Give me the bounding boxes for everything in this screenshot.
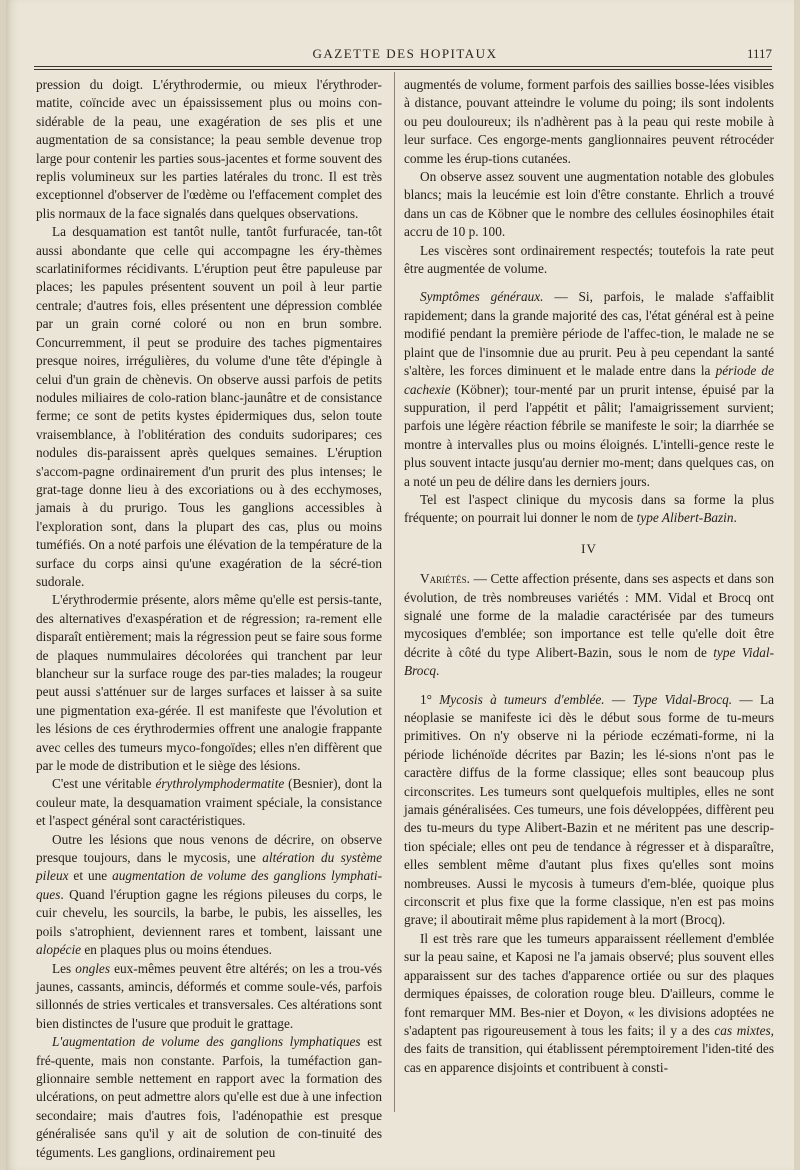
newspaper-page <box>6 0 794 1170</box>
paragraph: L'augmentation de volume des ganglions lymphatiques est fré-quente, mais non constante. Parfois, la tuméfaction gan-glionnaire semble nettement en rapport avec la formation des ulcérations, on peut admettre alors qu'elle est due à une infection secondaire; mais d'autres fois, l'adénopathie est presque généralisée sans qu'il y ait de solution de con-tinuité des téguments. Les ganglions, ordinairement peu <box>36 1034 382 1160</box>
paragraph: La desquamation est tantôt nulle, tantôt furfuracée, tan-tôt aussi abondante que celle qui accompagne les éry-thèmes scarlatiniformes récidivants. L'éruption peut être papuleuse par places; les papules présentent souvent un poil à leur partie centrale; d'autres fois, elles présentent une dépression comblée par un grain corné coloré ou non en brun sombre. Concurremment, il peut se produire des taches pigmentaires presque noires, irrégulières, du volume d'une tête d'épingle à celui d'un grain de chènevis. On observe aussi parfois de petits nodules miliaires de colo-ration blanc-jaunâtre et de consistance ferme; ce sont de petits kystes épidermiques dus, selon toute vraisemblance, à l'oblitération des conduits sudoripares; ces nodules dis-paraissent après quelques semaines. L'éruption s'accom-pagne ordinairement d'un prurit des plus intenses; le grat-tage donne lieu à des excoriations ou à des ecchymoses, jamais à du prurigo. Tous les ganglions accessibles à l'exploration sont, dans la plupart des cas, plus ou moins tuméfiés. On a noté parfois une élévation de la température de la surface du corps ainsi qu'une exagération de la sécré-tion sudorale. <box>36 224 382 589</box>
paragraph: Il est très rare que les tumeurs apparaissent réellement d'emblée sur la peau saine, et Kaposi ne l'a jamais observé; plus souvent elles apparaissent sur des taches d'apparence ortiée ou sur des plaques dermiques épaisses, de coloration rouge bleu. D'ailleurs, comme le font remarquer MM. Bes-nier et Doyon, « les divisions adoptées ne s'adaptent pas rigoureusement à tous les faits; il y a des cas mixtes, des faits de transition, qui établissent péremptoirement l'iden-tité des cas en apparence disjoints et contribuent à consti- <box>404 930 774 1075</box>
paragraph: Les ongles eux-mêmes peuvent être altérés; on les a trou-vés jaunes, cassants, amincis, déformés et comme soule-vés, parfois sillonnés de stries verticales et transversales. Ces altérations sont bien distinctes de l'usure que produit le grattage. <box>36 960 382 1031</box>
paragraph: Les viscères sont ordinairement respectés; toutefois la rate peut être augmentée de volume. <box>404 242 774 277</box>
paragraph: augmentés de volume, forment parfois des saillies bosse-lées visibles à distance, pouvant atteindre le volume du poing; ils sont indolents ou peu douloureux; ils n'adhèrent pas à la peau qui reste mobile à leur surface. Ces engorge-ments ganglionnaires peuvent rétrocéder comme les érup-tions cutanées. <box>404 77 774 166</box>
column-divider <box>394 72 395 1112</box>
paragraph: pression du doigt. L'érythrodermie, ou mieux l'érythroder-matite, coïncide avec un épaississement plus ou moins con-sidérable de la peau, une exagération de ses plis et une augmentation de sa consistance; la peau semble devenue trop large pour contenir les parties sous-jacentes et forme souvent des replis volumineux sur les parties latérales du tronc. Il est très exceptionnel d'observer de l'œdème ou l'effacement complet des plis normaux de la face signalés dans quelques observations. <box>36 77 382 221</box>
header-rule-top <box>34 66 772 67</box>
right-column <box>404 76 774 1126</box>
paragraph: Outre les lésions que nous venons de décrire, on observe presque toujours, dans le mycosis, une altération du système pileux et une augmentation de volume des ganglions lymphati-ques. Quand l'éruption gagne les régions pileuses du corps, le cuir chevelu, les sourcils, la barbe, le pubis, les aisselles, les poils s'atrophient, deviennent rares et tombent, laissant une alopécie en plaques plus ou moins étendues. <box>36 831 382 958</box>
paragraph: On observe assez souvent une augmentation notable des globules blancs; mais la leucémie est loin d'être constante. Ehrlich a trouvé dans un cas de Köbner que le nombre des cellules éosinophiles était accru de 10 p. 100. <box>404 169 774 240</box>
paragraph: C'est une véritable érythrolymphodermatite (Besnier), dont la couleur mate, la desquamation vraiment spéciale, la consistance et l'aspect général sont caractéristiques. <box>36 776 382 829</box>
header-rule-bottom <box>34 69 772 70</box>
page-header <box>34 46 776 64</box>
page-number: 1117 <box>746 46 772 61</box>
left-column <box>36 76 382 1160</box>
running-title: GAZETTE DES HOPITAUX <box>312 46 498 61</box>
paragraph: Symptômes généraux. — Si, parfois, le malade s'affaiblit rapidement; dans la grande majorité des cas, l'état général est à peine modifié pendant la première période de l'affec-tion, le malade ne se plaint que de l'insomnie due au prurit. Peu à peu cependant la santé s'altère, les forces diminuent et le malade entre dans la période de cachexie (Köbner); tour-menté par un prurit intense, épuisé par la suppuration, il perd l'appétit et pâlit; l'amaigrissement survient; parfois une légère réaction fébrile se manifeste le soir; la diarrhée se montre à intervalles plus ou moins éloignés. L'intelli-gence reste le plus souvent intacte jusqu'au dernier mo-ment; dans quelques cas, on a noté un peu de délire dans les derniers jours. <box>404 289 774 489</box>
section-number: IV <box>581 540 597 556</box>
paragraph: 1° Mycosis à tumeurs d'emblée. — Type Vidal-Brocq. — La néoplasie se manifeste ici dès le début sous forme de tu-meurs primitives. On n'y observe ni la période eczémati-forme, ni la période lichénoïde décrites par Bazin; les lé-sions n'ont pas le caractère diffus de la forme classique; elles sont beaucoup plus circonscrites. Les tumeurs sont quelquefois multiples, elles ne sont jamais généralisées. Ces tumeurs, une fois développées, diffèrent peu des tu-meurs du type Alibert-Bazin et ne méritent pas une descrip-tion spéciale; elles ont peu de tendance à régresser et à disparaître, elles semblent même d'autant plus fixes qu'elles sont moins nombreuses. Aussi le mycosis à tumeurs d'em-blée, quoique plus circonscrit et plus fixe que la forme classique, n'en est pas moins grave; il aboutirait même plus rapidement à la mort (Brocq). <box>404 691 774 928</box>
paragraph: Variétés. — Cette affection présente, dans ses aspects et dans son évolution, de très nombreuses variétés : MM. Vidal et Brocq ont signalé une forme de la maladie caractérisée par des tumeurs mycosiques d'emblée; son importance est telle qu'elle doit être décrite à côté du type Alibert-Bazin, sous le nom de type Vidal-Brocq. <box>404 571 774 679</box>
paragraph: L'érythrodermie présente, alors même qu'elle est persis-tante, des alternatives d'exaspération et de régression; ra-rement elle disparaît entièrement; mais la régression peut se faire sous forme de plaques nummulaires décolorées qui tranchent par leur blancheur sur la surface rouge des par-ties malades; la rougeur peut aussi s'atténuer sur de larges surfaces et laisser à sa suite une pigmentation exa-gérée. Il est manifeste que l'évolution et les lésions de ces érythrodermies offrent une analogie frappante avec celles des tumeurs myco-fongoïdes; elles n'en diffèrent que par le mode de distribution et le siège des lésions. <box>36 592 382 774</box>
paragraph: Tel est l'aspect clinique du mycosis dans sa forme la plus fréquente; on pourrait lui donner le nom de type Alibert-Bazin. <box>404 491 774 526</box>
